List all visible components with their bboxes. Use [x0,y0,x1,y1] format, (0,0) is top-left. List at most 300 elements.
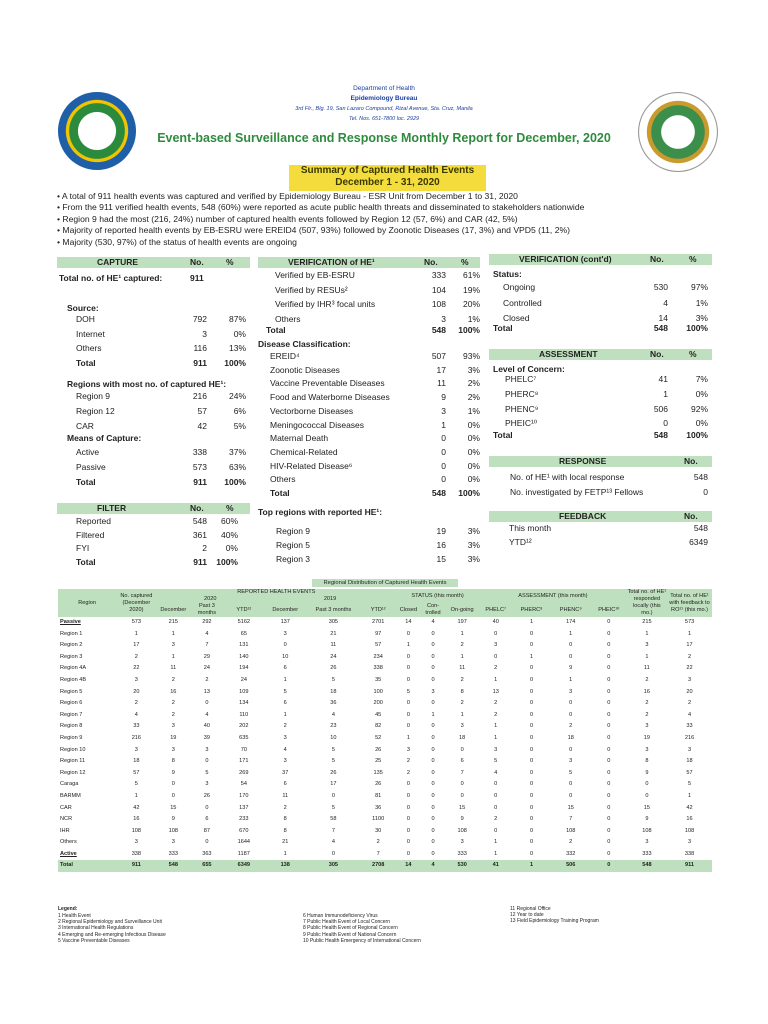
cell: 1 [134,630,138,637]
cell: 1 [171,630,175,637]
disease-food-and-waterborne-diseases-label: Food and Waterborne Diseases [270,392,390,403]
cell: 4 [421,860,446,872]
cell: 0 [431,758,435,765]
capture-head-pct: % [226,257,234,267]
cell: 5 [134,781,138,788]
capture-region-region-9-percent: 24% [228,391,246,401]
cell: 0 [607,688,611,695]
cell: 1 [645,653,649,660]
cell: 0 [530,700,534,707]
cell: 0 [406,665,410,672]
capture-means-passive-label: Passive [76,462,106,472]
cell: 97 [375,630,382,637]
disease-others-percent: 0% [467,474,480,485]
cell: 8 [171,758,175,765]
cell: 14 [405,619,412,625]
cell: 0 [431,676,435,683]
cell: 3 [205,746,209,753]
cell: 0 [431,769,435,776]
cell: 1 [283,850,287,857]
status-label: Status: [493,269,522,279]
disease-ereid-label: EREID⁴ [270,351,300,361]
cell: 0 [431,804,435,811]
cell: 4 [494,769,498,776]
capture-means-active-value: 338 [192,447,207,457]
verification-head-label: VERIFICATION of HE¹ [288,257,375,267]
cell: 2 [460,642,464,649]
filter-fyi-value: 2 [202,543,207,553]
legend-item: 1 Health Event [58,913,91,919]
cell: 0 [406,630,410,637]
cell: 911 [667,860,712,872]
cell: 81 [375,792,382,799]
filter-head-label: FILTER [97,503,127,513]
cell: 2 [171,711,175,718]
disease-zoonotic-diseases-label: Zoonotic Diseases [270,364,340,375]
cell: 0 [530,850,534,857]
cell: 2 [645,676,649,683]
cell: 0 [569,642,573,649]
verification-head-no: No. [424,257,438,267]
cell: 9 [171,816,175,823]
cell: 2708 [360,860,396,872]
region-name: CAR [60,804,72,811]
disease-vectorborne-diseases-label: Vectorborne Diseases [270,405,354,416]
region-name: Others [60,839,77,846]
cell: 26 [375,781,382,788]
cell: 7 [205,642,209,649]
subcol-december: December [157,603,191,617]
cell: 9 [645,816,649,823]
col-reported-health-events: REPORTED HEALTH EVENTS [157,589,397,596]
capture-source-internet-value: 3 [202,328,207,339]
capture-means-passive-value: 573 [192,462,207,472]
verified-others-value: 3 [441,313,446,324]
cell: 338 [684,850,695,857]
cell: 58 [330,816,337,823]
feedback-head-no: No. [684,511,698,521]
cell: 2 [134,653,138,660]
capture-means-total-value: 911 [193,477,207,487]
assessment-total-percent: 100% [686,430,708,440]
table-row [58,710,712,722]
capture-source-total-value: 911 [193,357,207,368]
region-name: Region 9 [60,734,83,741]
cell: 0 [530,839,534,846]
region-name: Region 4B [60,676,87,683]
disease-chemical-related-percent: 0% [467,446,480,457]
verified-verified-by-ihr-focal-units-value: 108 [431,299,446,310]
cell: 2 [406,769,410,776]
summary-period: December 1 - 31, 2020 [335,177,440,188]
cell: 0 [431,792,435,799]
cell: 0 [283,642,287,649]
cell: 0 [530,734,534,741]
legend-item: 10 Public Health Emergency of International Concern [303,937,421,944]
cell: 170 [239,792,249,799]
table-row [58,733,712,745]
report-header [0,84,768,124]
cell: 2 [171,676,175,683]
cell: 1 [645,630,649,637]
cell: 18 [686,758,693,765]
legend-item: 7 Public Health Event of Local Concern [303,919,390,926]
cell: 3 [460,839,464,846]
table-row [58,629,712,641]
top-region-region-3-label: Region 3 [276,553,311,564]
filter-filtered-value: 361 [192,529,207,540]
cell: 3 [494,746,498,753]
capture-region-car-label: CAR [76,421,94,431]
cell: 17 [686,642,693,649]
disease-maternal-death-percent: 0% [467,433,480,444]
cell: 216 [684,734,695,741]
verified-others-label: Others [275,313,301,324]
cell: 18 [133,758,140,765]
cell: 0 [530,630,534,637]
cell: 1 [460,630,464,637]
cell: 1 [569,630,573,637]
cell: 33 [133,723,140,730]
cell: 8 [645,758,649,765]
cell: 26 [330,665,337,672]
cell: 5 [331,758,335,765]
cell: 54 [240,781,247,788]
cell: 1 [134,792,138,799]
cell: 0 [607,630,611,637]
verified-others-percent: 1% [467,313,480,324]
regions-most-label: Regions with most no. of captured HE¹: [67,379,227,389]
table-row [58,617,712,629]
bullet: • From the 911 verified health events, 548 (60%) were reported as acute public health threats and disseminated to stakeholders nationwide [57,202,584,213]
cell: 0 [607,839,611,846]
disease-maternal-death-value: 0 [441,433,446,444]
col-2019: 2019 [264,596,396,603]
verified-verified-by-eb-esru-label: Verified by EB-ESRU [275,270,355,280]
capture-region-region-9-label: Region 9 [76,391,111,401]
cell: 2 [494,665,498,672]
assessment-phelc-value: 41 [658,374,668,384]
table-row [58,791,712,803]
cell: 2 [687,653,692,660]
region-name: IHR [60,827,70,834]
verified-verified-by-resus-label: Verified by RESUs² [275,284,348,295]
cell: 2 [205,676,209,683]
legend-item: 5 Vaccine Preventable Diseases [58,937,130,944]
cell: 0 [607,700,611,707]
cell: 21 [330,630,337,637]
disease-zoonotic-diseases-percent: 3% [467,364,480,375]
cell: 0 [406,850,410,857]
cell: 548 [627,860,667,872]
cell: 0 [494,630,498,637]
subcol-closed: Closed [396,603,421,617]
cell: 16 [170,688,177,695]
cell: 0 [569,781,573,788]
cell: 11 [170,665,177,672]
cell: 2 [406,758,410,765]
top-region-region-3-value: 15 [436,553,446,564]
capture-head-no: No. [190,257,204,267]
cell: 0 [569,792,573,799]
cell: 5162 [237,619,251,625]
disease-meningococcal-diseases-value: 1 [441,419,446,430]
table-row [58,721,712,733]
status-controlled-value: 4 [663,297,668,308]
cell: 0 [530,665,534,672]
cell: 0 [406,676,410,683]
assessment-pherc-value: 1 [663,388,668,399]
cell: 292 [202,619,212,625]
status-closed-label: Closed [503,313,530,323]
region-name: Region 8 [60,723,83,730]
capture-region-region-9-value: 216 [192,391,207,401]
summary-heading [289,165,486,191]
bullet: • Majority of reported health events by EB-ESRU were EREID4 (507, 93%) followed by Zoonotic Diseases (17, 3%) and VPD5 (11, 2%) [57,225,584,236]
cell: 338 [131,850,142,857]
cell: 2 [376,839,380,846]
cell: 2 [645,711,649,718]
filter-reported-percent: 60% [220,516,238,526]
cell: 0 [530,816,534,823]
bullet: • Region 9 had the most (216, 24%) number of captured health events followed by Region 12 (57, 6%) and CAR (42, 5%) [57,214,584,225]
cell: 3 [645,746,649,753]
feedback-this-month-label: This month [509,523,552,533]
region-name: Region 1 [60,630,83,637]
status-controlled-label: Controlled [503,297,542,308]
cell: 0 [406,792,410,799]
cell: 10 [282,653,289,660]
cell: 18 [459,734,466,741]
cell: 2 [460,700,464,707]
cell: 0 [607,711,611,718]
cell: 0 [530,769,534,776]
cell: 1 [494,676,498,683]
cell: 3 [134,839,138,846]
cell: 13 [203,688,210,695]
cell: 16 [643,688,651,695]
cell: 0 [530,758,534,765]
assessment-head-no: No. [650,349,664,359]
cell: 22 [686,665,693,672]
top-region-region-9-label: Region 9 [276,526,311,536]
cell: 11 [643,665,650,672]
cell: 6 [460,758,464,765]
filter-reported-value: 548 [192,516,207,526]
cell: 1 [171,653,175,660]
verification-cont-head-pct: % [689,254,697,264]
filter-fyi-label: FYI [76,543,90,553]
cell: 332 [566,850,576,857]
cell: 2 [687,700,692,707]
cell: 333 [642,850,652,857]
cell: 1 [530,619,534,625]
legend [58,906,712,944]
cell: 234 [373,653,383,660]
capture-source-internet-percent: 0% [233,328,246,339]
cell: 9 [645,769,649,776]
cell: 0 [205,804,209,811]
cell: 15 [459,804,466,811]
cell: 1 [283,711,287,718]
cell: 1 [569,676,573,683]
cell: 15 [170,804,177,811]
cell: 11 [282,792,289,799]
response-no-of-he-with-local-response-value: 548 [693,472,708,482]
cell: 1 [687,630,692,637]
status-total-value: 548 [653,323,668,333]
cell: 1100 [372,816,385,823]
assessment-pheic-percent: 0% [695,418,708,429]
capture-region-region-12-value: 57 [197,406,207,416]
cell: 670 [239,827,249,834]
cell: 911 [116,860,156,872]
cell: 2 [645,700,649,707]
region-name: Region 4A [60,665,87,672]
cell: 40 [203,723,210,730]
legend-item: 9 Public Health Event of National Concern [303,931,397,938]
filter-total-percent: 100% [216,556,238,567]
cell: 13 [492,688,499,695]
disease-total-value: 548 [431,488,446,498]
cell: 24 [203,665,210,672]
filter-header [57,503,250,514]
means-of-capture-label: Means of Capture: [67,433,142,443]
cell: 57 [686,769,693,776]
disease-others-label: Others [270,474,296,485]
cell: 0 [530,711,534,718]
cell: 0 [406,804,410,811]
capture-source-others-percent: 13% [228,343,246,354]
telephone: Tel. Nos. 651-7800 loc. 2929 [348,116,420,122]
regional-distribution-table [58,589,712,872]
regional-table-title: Regional Distribution of Captured Health Events [312,579,458,587]
cell: 9 [460,816,464,823]
cell: 70 [240,746,247,753]
cell: 3 [645,723,649,730]
cell: 35 [375,676,382,683]
cell: 1187 [237,850,250,857]
cell: 0 [205,700,209,707]
cell: 0 [645,792,649,799]
verification-cont-header [489,254,712,265]
cell: 18 [567,734,574,741]
col-status: STATUS (this month) [396,589,479,603]
cell: 37 [282,769,289,776]
cell: 16 [133,816,140,823]
verification-total-percent: 100% [458,325,480,335]
cell: 573 [131,619,142,625]
verified-verified-by-ihr-focal-units-percent: 20% [462,299,480,310]
cell: 0 [431,642,435,649]
cell: 0 [431,827,435,834]
cell: 3 [687,839,692,846]
response-head-no: No. [684,456,698,466]
capture-means-passive-percent: 63% [228,462,246,472]
table-row [58,837,712,849]
cell: 3 [171,723,175,730]
region-name: Passive [60,619,81,625]
cell: 0 [530,688,534,695]
capture-region-car-value: 42 [197,421,207,431]
cell: 2 [460,676,464,683]
disease-hiv-related-disease-value: 0 [441,460,446,471]
verification-cont-head-label: VERIFICATION (cont'd) [519,254,612,264]
cell: 4 [331,711,335,718]
cell: 0 [406,653,410,660]
table-row [58,860,712,872]
region-name: NCR [60,816,73,823]
response-no-investigated-by-fetp-fellows-value: 0 [703,486,708,497]
disease-meningococcal-diseases-percent: 0% [467,419,480,430]
table-row [58,745,712,757]
cell: 0 [331,850,335,857]
cell: 1 [283,676,287,683]
table-row [58,849,712,861]
cell: 42 [133,804,140,811]
assessment-phenc-label: PHENC⁹ [505,403,539,414]
cell: 26 [330,769,337,776]
legend-item: 11 Regional Office [510,906,551,912]
verified-verified-by-resus-percent: 19% [462,284,480,295]
cell: 5 [205,769,209,776]
bullet: • Majority (530, 97%) of the status of health events are ongoing [57,237,584,248]
capture-source-others-value: 116 [193,343,207,354]
cell: 0 [607,642,611,649]
cell: 9 [569,665,573,672]
cell: 0 [431,653,435,660]
region-name: Region 2 [60,642,83,649]
col-captured: No. captured (December 2020) [116,589,156,617]
cell: 0 [607,816,611,823]
cell: 3 [171,839,175,846]
cell: 0 [530,781,534,788]
cell: 26 [203,792,210,799]
cell: 0 [406,723,410,730]
cell: 5 [331,804,335,811]
status-ongoing-percent: 97% [690,282,708,292]
cell: 1 [460,711,464,718]
subcol-past-3-months: Past 3 months [307,603,361,617]
disease-ereid-percent: 93% [462,351,480,361]
bureau-name: Epidemiology Bureau [350,95,418,102]
cell: 108 [457,827,467,834]
filter-fyi-percent: 0% [225,543,238,553]
feedback-header [489,511,712,522]
capture-total-value: 911 [190,273,204,283]
department-name: Department of Health [353,85,415,92]
disease-total-label: Total [270,488,290,498]
status-closed-value: 14 [658,313,668,323]
cell: 20 [133,688,140,695]
cell: 108 [168,827,178,834]
status-controlled-percent: 1% [695,297,708,308]
cell: 3 [494,642,498,649]
cell: 1 [687,792,692,799]
cell: 2 [134,700,138,707]
cell: 0 [406,816,410,823]
cell: 2 [569,723,573,730]
disease-vectorborne-diseases-value: 3 [441,405,446,416]
cell: 0 [607,758,611,765]
cell: 52 [375,734,382,741]
subcol-pheic: PHEIC¹⁰ [591,603,627,617]
subcol-con-trolled: Con-trolled [421,603,446,617]
filter-filtered-percent: 40% [220,529,238,540]
subcol-on-going: On-going [445,603,479,617]
cell: 305 [307,860,361,872]
legend-item: 8 Public Health Event of Regional Concern [303,925,398,932]
